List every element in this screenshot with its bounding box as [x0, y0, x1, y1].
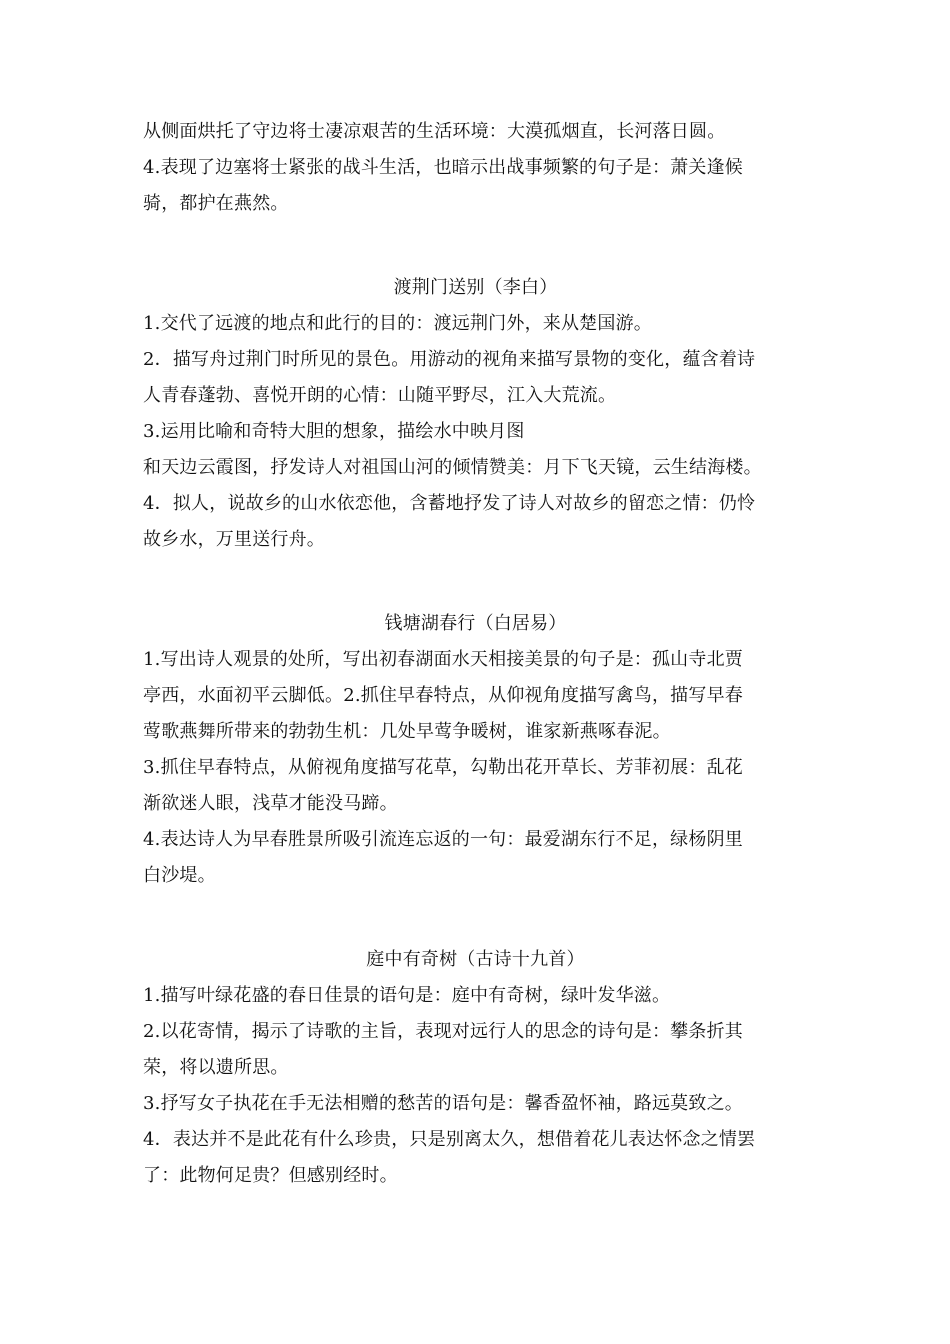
- text-line: 4．拟人，说故乡的山水依恋他，含蓄地抒发了诗人对故乡的留恋之情：仍怜: [143, 493, 756, 514]
- text-line: 人青春蓬勃、喜悦开朗的心情：山随平野尽，江入大荒流。: [143, 385, 617, 406]
- text-line: 3.运用比喻和奇特大胆的想象，描绘水中映月图: [143, 421, 525, 442]
- text-line: 亭西，水面初平云脚低。2.抓住早春特点，从仰视角度描写禽鸟，描写早春: [143, 685, 743, 706]
- text-line: 3.抒写女子执花在手无法相赠的愁苦的语句是：馨香盈怀袖，路远莫致之。: [143, 1093, 743, 1114]
- section-qiantanghu: [143, 606, 808, 894]
- text-line: 1.交代了远渡的地点和此行的目的：渡远荆门外，来从楚国游。: [143, 313, 652, 334]
- text-line: 4.表现了边塞将士紧张的战斗生活，也暗示出战事频繁的句子是：萧关逢候: [143, 157, 743, 178]
- text-line: 荣，将以遗所思。: [143, 1057, 289, 1078]
- text-line: 4.表达诗人为早春胜景所吸引流连忘返的一句：最爱湖东行不足，绿杨阴里: [143, 829, 743, 850]
- section-gap: [143, 222, 808, 270]
- text-line: 4．表达并不是此花有什么珍贵，只是别离太久，想借着花儿表达怀念之情罢: [143, 1129, 756, 1150]
- section-tingzhongyouqishu: [143, 942, 808, 1194]
- section-title: 渡荆门送别（李白）: [393, 277, 558, 298]
- text-line: 2.以花寄情，揭示了诗歌的主旨，表现对远行人的思念的诗句是：攀条折其: [143, 1021, 743, 1042]
- text-line: 了：此物何足贵？但感别经时。: [143, 1165, 398, 1186]
- text-line: 白沙堤。: [143, 865, 216, 886]
- text-line: 骑，都护在燕然。: [143, 193, 289, 214]
- section-gap: [143, 558, 808, 606]
- document-body: [143, 114, 808, 1194]
- section-continuation: [143, 114, 808, 222]
- text-line: 2．描写舟过荆门时所见的景色。用游动的视角来描写景物的变化，蕴含着诗: [143, 349, 756, 370]
- text-line: 和天边云霞图，抒发诗人对祖国山河的倾情赞美：月下飞天镜，云生结海楼。: [143, 457, 762, 478]
- section-title: 钱塘湖春行（白居易）: [384, 613, 567, 634]
- text-line: 1.描写叶绿花盛的春日佳景的语句是：庭中有奇树，绿叶发华滋。: [143, 985, 671, 1006]
- text-line: 渐欲迷人眼，浅草才能没马蹄。: [143, 793, 398, 814]
- text-line: 从侧面烘托了守边将士凄凉艰苦的生活环境：大漠孤烟直，长河落日圆。: [143, 121, 726, 142]
- text-line: 莺歌燕舞所带来的勃勃生机：几处早莺争暖树，谁家新燕啄春泥。: [143, 721, 671, 742]
- text-line: 3.抓住早春特点，从俯视角度描写花草，勾勒出花开草长、芳菲初展：乱花: [143, 757, 743, 778]
- text-line: 故乡水，万里送行舟。: [143, 529, 325, 550]
- section-gap: [143, 894, 808, 942]
- text-line: 1.写出诗人观景的处所，写出初春湖面水天相接美景的句子是：孤山寺北贾: [143, 649, 743, 670]
- section-title: 庭中有奇树（古诗十九首）: [366, 949, 585, 970]
- section-dujingmen: [143, 270, 808, 558]
